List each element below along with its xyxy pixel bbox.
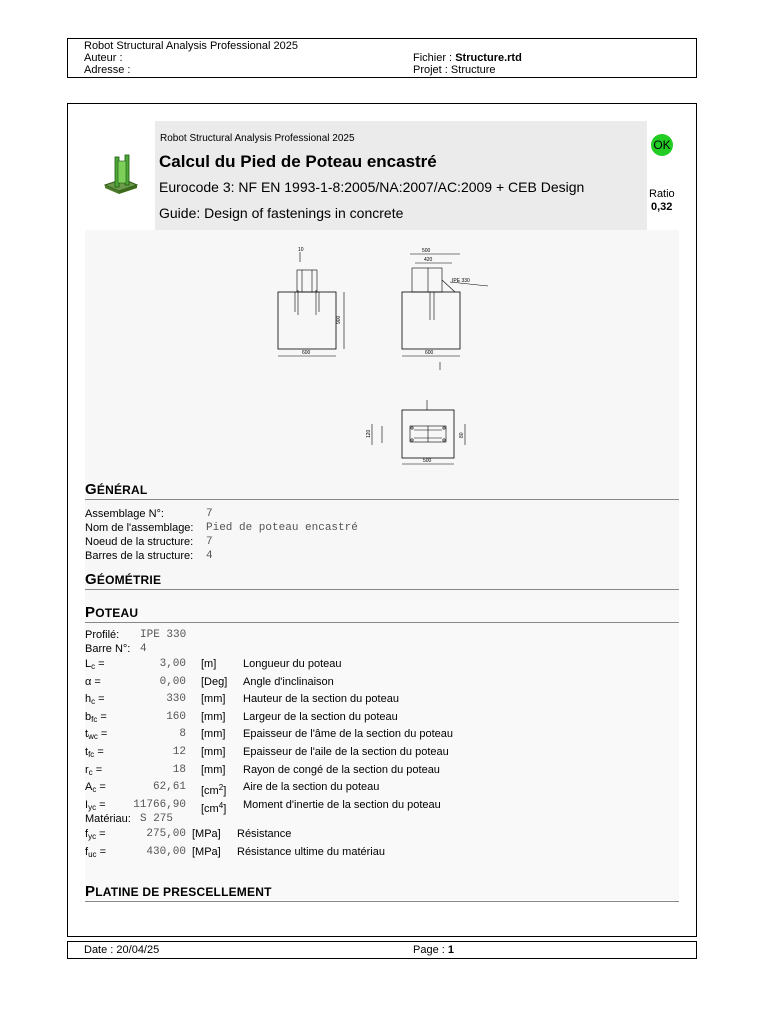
- column-base-icon: [85, 121, 155, 230]
- header-project-label: Projet :: [413, 64, 448, 76]
- status-cell: [647, 121, 679, 230]
- parameter-value: 11766,90: [133, 798, 186, 811]
- profile-value: IPE 330: [140, 629, 187, 641]
- parameter-value: 330: [166, 693, 186, 706]
- title-software: Robot Structural Analysis Professional 2025: [160, 133, 355, 144]
- symbol-subscript: c: [88, 767, 93, 777]
- symbol-subscript: yc: [88, 832, 97, 841]
- symbol-base: t: [85, 728, 89, 741]
- page-footer: [67, 941, 697, 959]
- header-project: [413, 64, 496, 77]
- page-header: [67, 38, 697, 78]
- symbol-subscript: fc: [88, 750, 95, 759]
- front-view: [278, 247, 344, 356]
- title-block: [155, 121, 647, 230]
- parameter-description: Epaisseur de l'aile de la section du poteau: [243, 746, 449, 758]
- parameter-description: Rayon de congé de la section du poteau: [243, 763, 440, 776]
- general-row-label: Barres de la structure:: [85, 550, 194, 562]
- heading-initial: G: [85, 571, 97, 588]
- side-width: 600: [425, 350, 434, 356]
- parameter-description: Aire de la section du poteau: [243, 781, 380, 794]
- side-dim-1: 500: [422, 248, 431, 254]
- parameter-value: 160: [166, 710, 186, 723]
- footer-page-value: 1: [447, 944, 454, 956]
- side-view: [402, 248, 488, 370]
- symbol-equals: =: [96, 828, 106, 840]
- plan-view: [366, 400, 465, 464]
- symbol-subscript: c: [91, 662, 96, 671]
- header-file-value: Structure.rtd: [455, 52, 522, 64]
- unit-text: [MPa]: [192, 828, 221, 840]
- symbol-equals: =: [94, 746, 104, 758]
- parameter-unit: [201, 764, 225, 777]
- unit-exponent: 4: [218, 800, 224, 810]
- parameter-unit: [201, 746, 225, 759]
- symbol-base: t: [85, 746, 89, 758]
- symbol-base: r: [85, 763, 89, 776]
- unit-text: [MPa]: [192, 846, 221, 858]
- parameter-value: 0,00: [159, 675, 186, 688]
- plan-dim-right: 80: [459, 432, 465, 438]
- general-row-value: 7: [206, 508, 213, 520]
- parameter-value: 12: [172, 746, 186, 758]
- header-address-label: Adresse :: [84, 64, 131, 76]
- footer-page-label: Page :: [413, 944, 445, 956]
- header-project-value: Structure: [450, 64, 496, 76]
- heading-rest: ÉOMÉTRIE: [96, 573, 162, 587]
- parameter-value: 430,00: [146, 846, 186, 858]
- symbol-subscript: wc: [88, 732, 98, 742]
- symbol-subscript: c: [91, 697, 96, 707]
- symbol-subscript: yc: [88, 802, 97, 812]
- parameter-unit: [201, 676, 227, 689]
- heading-initial: P: [85, 604, 96, 621]
- design-guide: Guide: Design of fastenings in concrete: [159, 205, 404, 221]
- symbol-base: A: [85, 781, 93, 794]
- bar-label: Barre N°:: [85, 643, 131, 655]
- parameter-unit: [192, 828, 221, 841]
- symbol-equals: =: [91, 675, 101, 688]
- front-width: 600: [302, 350, 311, 356]
- section-divider: [85, 499, 679, 500]
- section-divider: [85, 589, 679, 590]
- plan-dim-left: 120: [366, 429, 372, 438]
- symbol-base: I: [85, 798, 89, 811]
- general-row-value: 7: [206, 536, 213, 548]
- ratio-label: Ratio: [649, 188, 675, 200]
- symbol-base: L: [85, 658, 92, 670]
- parameter-symbol: [85, 676, 101, 689]
- section-geometry-heading: [85, 571, 161, 588]
- unit-exponent: 2: [218, 783, 224, 793]
- symbol-base: b: [85, 710, 92, 723]
- parameter-unit: [201, 693, 225, 706]
- parameter-unit: [201, 658, 216, 671]
- general-row-value: Pied de poteau encastré: [206, 522, 358, 534]
- logo-cell: [85, 121, 155, 230]
- column-base-drawings: [260, 240, 520, 470]
- symbol-equals: =: [97, 728, 108, 741]
- parameter-unit: [201, 711, 225, 724]
- section-poteau-heading: [85, 604, 138, 621]
- parameter-value: 62,61: [152, 781, 186, 794]
- symbol-equals: =: [96, 798, 106, 811]
- parameter-description: Epaisseur de l'âme de la section du poteau: [243, 728, 454, 741]
- general-row-value: 4: [206, 550, 213, 562]
- profile-label: Profilé:: [85, 629, 120, 641]
- parameter-unit: [192, 846, 221, 859]
- symbol-equals: =: [95, 693, 105, 706]
- unit-text: [mm]: [201, 746, 226, 758]
- heading-rest: LATINE DE PRESCELLEMENT: [95, 885, 272, 899]
- parameter-description: Largeur de la section du poteau: [243, 710, 398, 723]
- section-general-heading: [85, 481, 147, 498]
- material-label: Matériau:: [85, 813, 131, 825]
- ratio-value: 0,32: [651, 201, 673, 213]
- section-divider: [85, 622, 679, 623]
- general-row-label: Nom de l'assemblage:: [85, 522, 194, 534]
- footer-page: [413, 944, 454, 957]
- parameter-description: Longueur du poteau: [243, 658, 342, 670]
- parameter-description: Résistance: [237, 828, 292, 840]
- front-height: 900: [336, 315, 342, 324]
- bar-value: 4: [140, 643, 147, 655]
- material-value: S 275: [140, 813, 174, 825]
- plan-width: 500: [423, 458, 432, 464]
- unit-text: [cm: [201, 785, 219, 798]
- parameter-description: Résistance ultime du matériau: [237, 846, 385, 858]
- section-divider: [85, 901, 679, 902]
- symbol-base: α: [85, 675, 92, 688]
- section-platine-heading: [85, 883, 272, 900]
- symbol-subscript: uc: [88, 850, 97, 859]
- symbol-base: f: [85, 828, 89, 840]
- status-badge: OK: [651, 134, 673, 156]
- unit-text: [Deg]: [201, 675, 228, 688]
- parameter-description: Moment d'inertie de la section du poteau: [243, 798, 441, 811]
- symbol-equals: =: [92, 763, 103, 776]
- design-code: Eurocode 3: NF EN 1993-1-8:2005/NA:2007/AC:2009 + CEB Design: [159, 179, 585, 195]
- unit-text: [cm: [201, 802, 219, 815]
- symbol-subscript: fc: [91, 714, 98, 724]
- parameter-description: Hauteur de la section du poteau: [243, 693, 399, 706]
- header-software: Robot Structural Analysis Professional 2025: [84, 40, 299, 52]
- heading-rest: OTEAU: [95, 606, 139, 620]
- header-file-label: Fichier :: [413, 52, 453, 64]
- unit-text: [mm]: [201, 763, 226, 776]
- header-author-label: Auteur :: [84, 52, 123, 64]
- parameter-unit: $[cm^4]$: [201, 800, 227, 815]
- front-dim-top: 10: [298, 247, 304, 253]
- general-row-label: Assemblage N°:: [85, 508, 164, 520]
- heading-initial: G: [85, 481, 97, 498]
- symbol-equals: =: [96, 846, 106, 858]
- symbol-equals: =: [97, 710, 107, 723]
- unit-text: [mm]: [201, 710, 226, 723]
- parameter-value: 18: [172, 763, 186, 776]
- symbol-equals: =: [95, 658, 105, 670]
- symbol-base: f: [85, 846, 89, 858]
- symbol-equals: =: [96, 781, 106, 794]
- parameter-value: 3,00: [159, 658, 186, 670]
- side-profile: IPE 330: [452, 278, 470, 284]
- parameter-description: Angle d'inclinaison: [243, 675, 334, 688]
- unit-text: [mm]: [201, 693, 226, 706]
- parameter-value: 275,00: [146, 828, 186, 840]
- side-dim-2: 420: [424, 257, 433, 263]
- general-row-label: Noeud de la structure:: [85, 536, 194, 548]
- parameter-value: 8: [179, 728, 186, 741]
- symbol-base: h: [85, 693, 92, 706]
- footer-date: Date : 20/04/25: [84, 944, 160, 956]
- parameter-unit: $[cm^2]$: [201, 783, 227, 798]
- unit-text: [mm]: [201, 728, 226, 741]
- symbol-subscript: c: [92, 785, 97, 795]
- heading-initial: P: [85, 883, 96, 900]
- parameter-unit: [201, 728, 225, 741]
- unit-text: [m]: [201, 658, 217, 670]
- heading-rest: ÉNÉRAL: [96, 483, 148, 497]
- page-title: Calcul du Pied de Poteau encastré: [159, 152, 437, 171]
